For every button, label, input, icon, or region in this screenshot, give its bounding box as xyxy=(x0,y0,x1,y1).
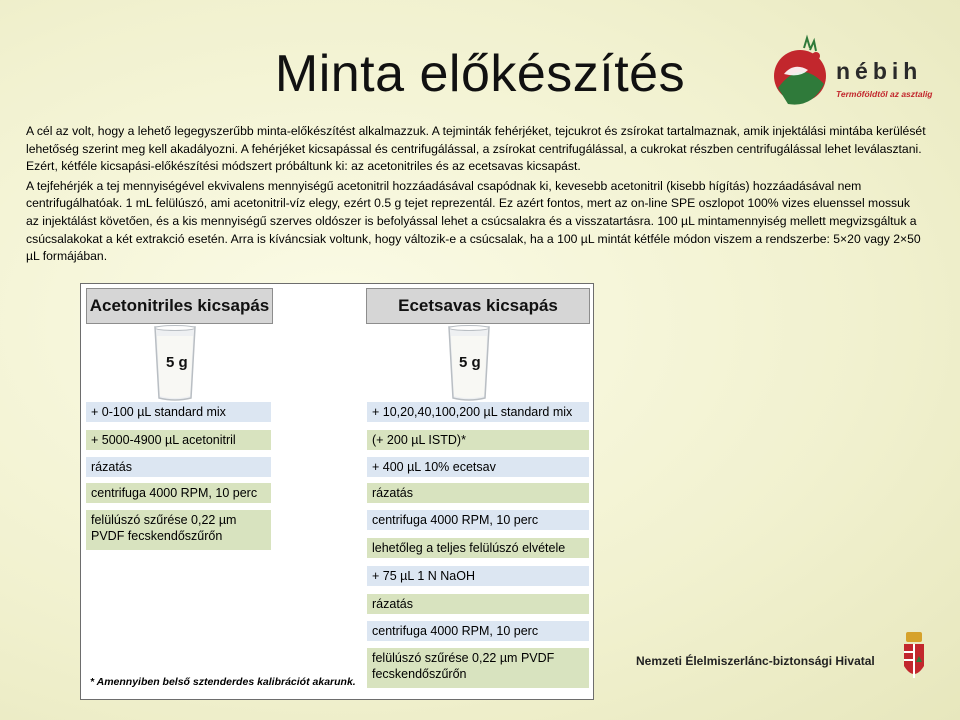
slide-title: Minta előkészítés xyxy=(274,45,686,103)
right-step-4: rázatás xyxy=(367,483,589,503)
right-step-7: + 75 µL 1 N NaOH xyxy=(367,566,589,586)
left-glass-label: 5 g xyxy=(166,354,188,371)
right-step-2: (+ 200 µL ISTD)* xyxy=(367,430,589,450)
left-step-2: + 5000-4900 µL acetonitril xyxy=(86,430,271,450)
right-step-5: centrifuga 4000 RPM, 10 perc xyxy=(367,510,589,530)
intro-paragraph-2: A tejfehérjék a tej mennyiségével ekvivalens mennyiségű acetonitril hozzáadásával csapódnak ki, kevesebb acetonitril (kisebb hígítás) hozzáadásával nem centrifugálhatóak. 1 mL felülúszó, ami acetonitril-víz elegy, ezért 0.5 g tejet reprezentál. Ez azért fontos, mert az on-line SPE oszlopot 100% vizes eluenssel mossuk az injektálást követően, és a kis mennyiségű szerves oldószer is befolyással lehet a csúcsalakra és a visszatartásra. 100 µL mintamennyiség mellett megvizsgáltuk a csúcsalakokat a két extrakció esetén. Arra is kíváncsiak voltunk, hogy változik-e a csúcsalak, ha a 100 µL mintát kétféle módon viszem a rendszerbe: 5×20 vagy 2×50 µL formájában. xyxy=(26,178,921,264)
intro-text xyxy=(26,123,926,268)
right-step-10: felülúszó szűrése 0,22 µm PVDF fecskendőszűrőn xyxy=(367,648,589,688)
right-step-9: centrifuga 4000 RPM, 10 perc xyxy=(367,621,589,641)
right-step-6: lehetőleg a teljes felülúszó elvétele xyxy=(367,538,589,558)
right-step-3: + 400 µL 10% ecetsav xyxy=(367,457,589,477)
logo-name: nébih xyxy=(836,58,923,84)
left-step-1: + 0-100 µL standard mix xyxy=(86,402,271,422)
acetic-acid-header: Ecetsavas kicsapás xyxy=(366,288,590,324)
acetonitrile-header: Acetonitriles kicsapás xyxy=(86,288,273,324)
footer-institution: Nemzeti Élelmiszerlánc-biztonsági Hivatal xyxy=(636,654,875,668)
workflow-panel xyxy=(80,283,594,700)
footnote: * Amennyiben belső sztenderdes kalibrációt akarunk. xyxy=(90,676,356,688)
right-step-8: rázatás xyxy=(367,594,589,614)
logo-tagline: Termőföldtől az asztalig xyxy=(836,89,933,99)
right-step-1: + 10,20,40,100,200 µL standard mix xyxy=(367,402,589,422)
intro-paragraph-1: A cél az volt, hogy a lehető legegyszerűbb minta-előkészítést alkalmazzuk. A tejminták fehérjéket, tejcukrot és zsírokat tartalmaznak, amik injektálási mintába kerülését lehetőség szerint meg kell akadályozni. A fehérjéket kicsapással és centrifugálással, a zsírokat centrifugálással, a cukrokat részben centrifugálással lehet leválasztani. Ezért, kétféle kicsapási-előkészítési módszert próbáltunk ki: az acetonitriles és az ecetsavas kicsapást. xyxy=(26,124,926,174)
right-glass-label: 5 g xyxy=(459,354,481,371)
left-step-5: felülúszó szűrése 0,22 µm PVDF fecskendőszűrőn xyxy=(86,510,271,550)
hungarian-coat-of-arms-icon xyxy=(900,632,928,684)
left-step-3: rázatás xyxy=(86,457,271,477)
left-step-4: centrifuga 4000 RPM, 10 perc xyxy=(86,483,271,503)
